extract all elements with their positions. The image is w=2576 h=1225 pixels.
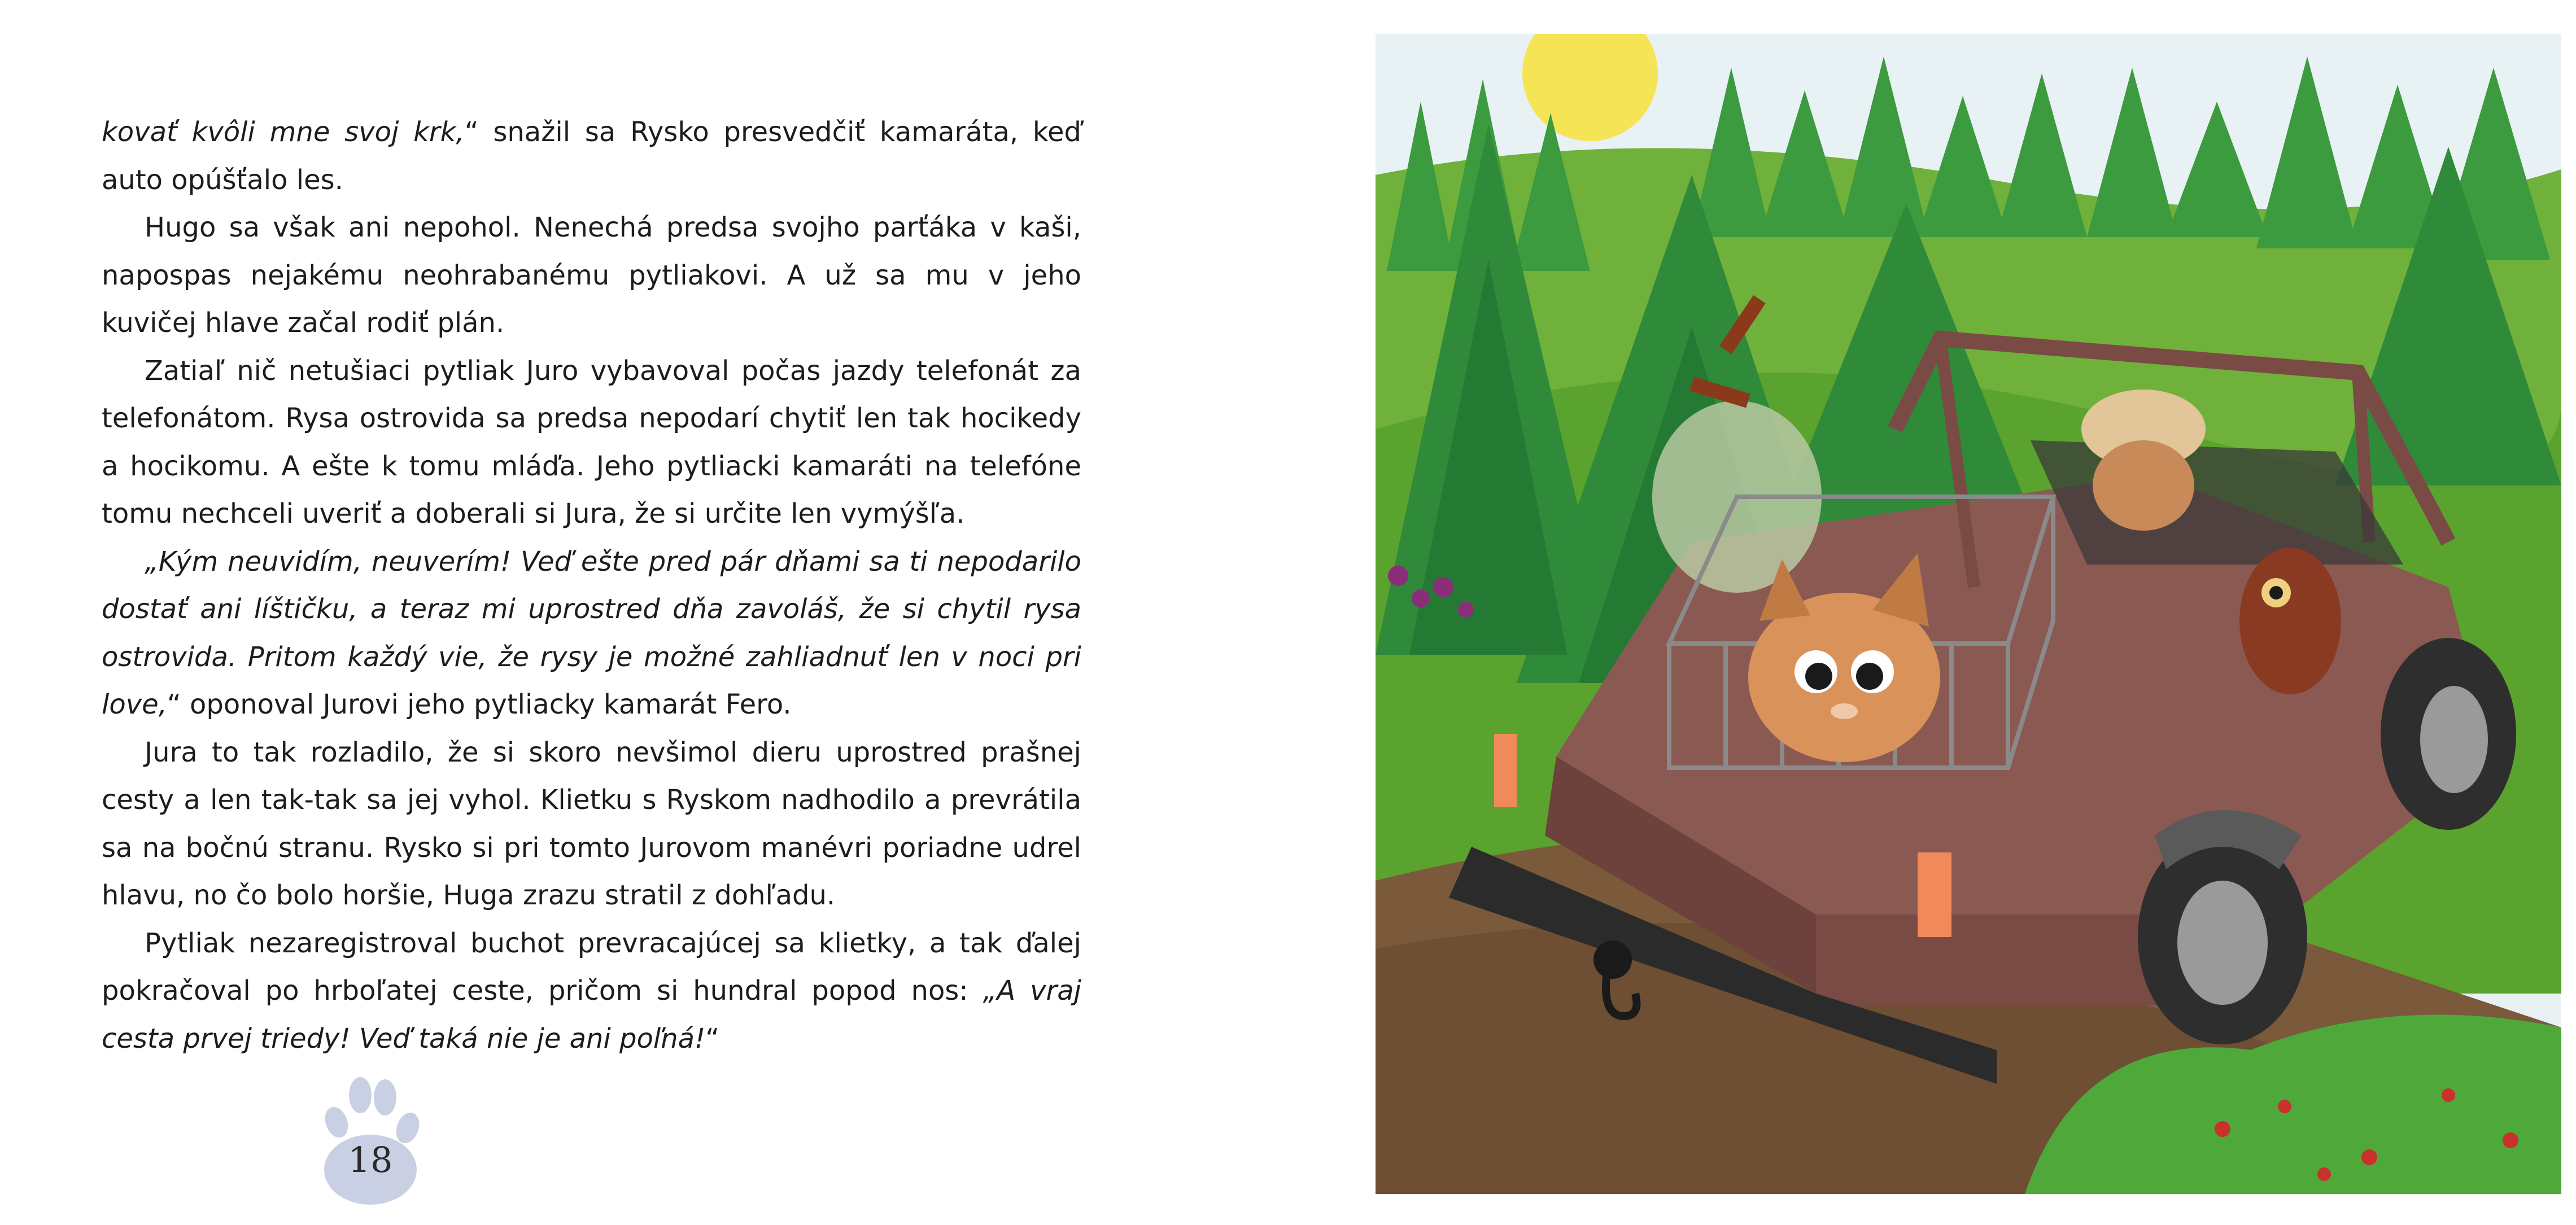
text-segment: Hugo sa však ani nepohol. Nenechá predsa svojho parťáka v kaši, napospas nejakému neohrabanému pytliakovi. A už sa mu v jeho kuvičej hlave začal rodiť plán. bbox=[102, 212, 1081, 339]
paragraph bbox=[102, 347, 1081, 538]
text-segment: Pytliak nezaregistroval buchot prevracajúcej sa klietky, a tak ďalej pokračoval po hrboľatej ceste, pričom si hundral popod nos: bbox=[102, 927, 1081, 1007]
text-segment: “ bbox=[705, 1022, 720, 1055]
paragraph bbox=[102, 538, 1081, 729]
paragraph bbox=[102, 108, 1081, 204]
text-segment: Jura to tak rozladilo, že si skoro nevšimol dieru uprostred prašnej cesty a len tak-tak sa jej vyhol. Klietku s Ryskom nadhodilo a prevrátila sa na bočnú stranu. Rysko si pri tomto Jurovom manévri poriadne udrel hlavu, no čo bolo horšie, Huga zrazu stratil z dohľadu. bbox=[102, 736, 1081, 911]
text-segment: “ oponoval Jurovi jeho pytliacky kamarát Fero. bbox=[167, 689, 792, 720]
page-number: 18 bbox=[348, 1139, 393, 1180]
truck-forest-illustration bbox=[1376, 34, 2561, 1194]
paragraph bbox=[102, 204, 1081, 347]
text-segment: „Kým neuvidím, neuverím! Veď ešte pred pár dňami sa ti nepodarilo dostať ani líštičku, a teraz mi uprostred dňa zavoláš, že si chytil rysa ostrovida. Pritom každý vie, že rysy je možné zahliadnuť len v noci pri love, bbox=[102, 545, 1081, 720]
text-segment: kovať kvôli mne svoj krk, bbox=[102, 116, 465, 148]
page-text bbox=[102, 108, 1081, 1062]
text-segment: „A vraj cesta prvej triedy! Veď taká nie je ani poľná! bbox=[102, 975, 1081, 1055]
paragraph bbox=[102, 920, 1081, 1063]
text-segment: “ snažil sa Rysko presvedčiť kamaráta, keď auto opúšťalo les. bbox=[102, 116, 1082, 196]
text-segment: Zatiaľ nič netušiaci pytliak Juro vybavoval počas jazdy telefonát za telefonátom. Rysa ostrovida sa predsa nepodarí chytiť len tak hocikedy a hocikomu. A ešte k tomu mláďa. Jeho pytliacki kamaráti na telefóne tomu nechceli uveriť a doberali si Jura, že si určite len vymýšľa. bbox=[102, 355, 1081, 530]
paragraph bbox=[102, 729, 1081, 920]
